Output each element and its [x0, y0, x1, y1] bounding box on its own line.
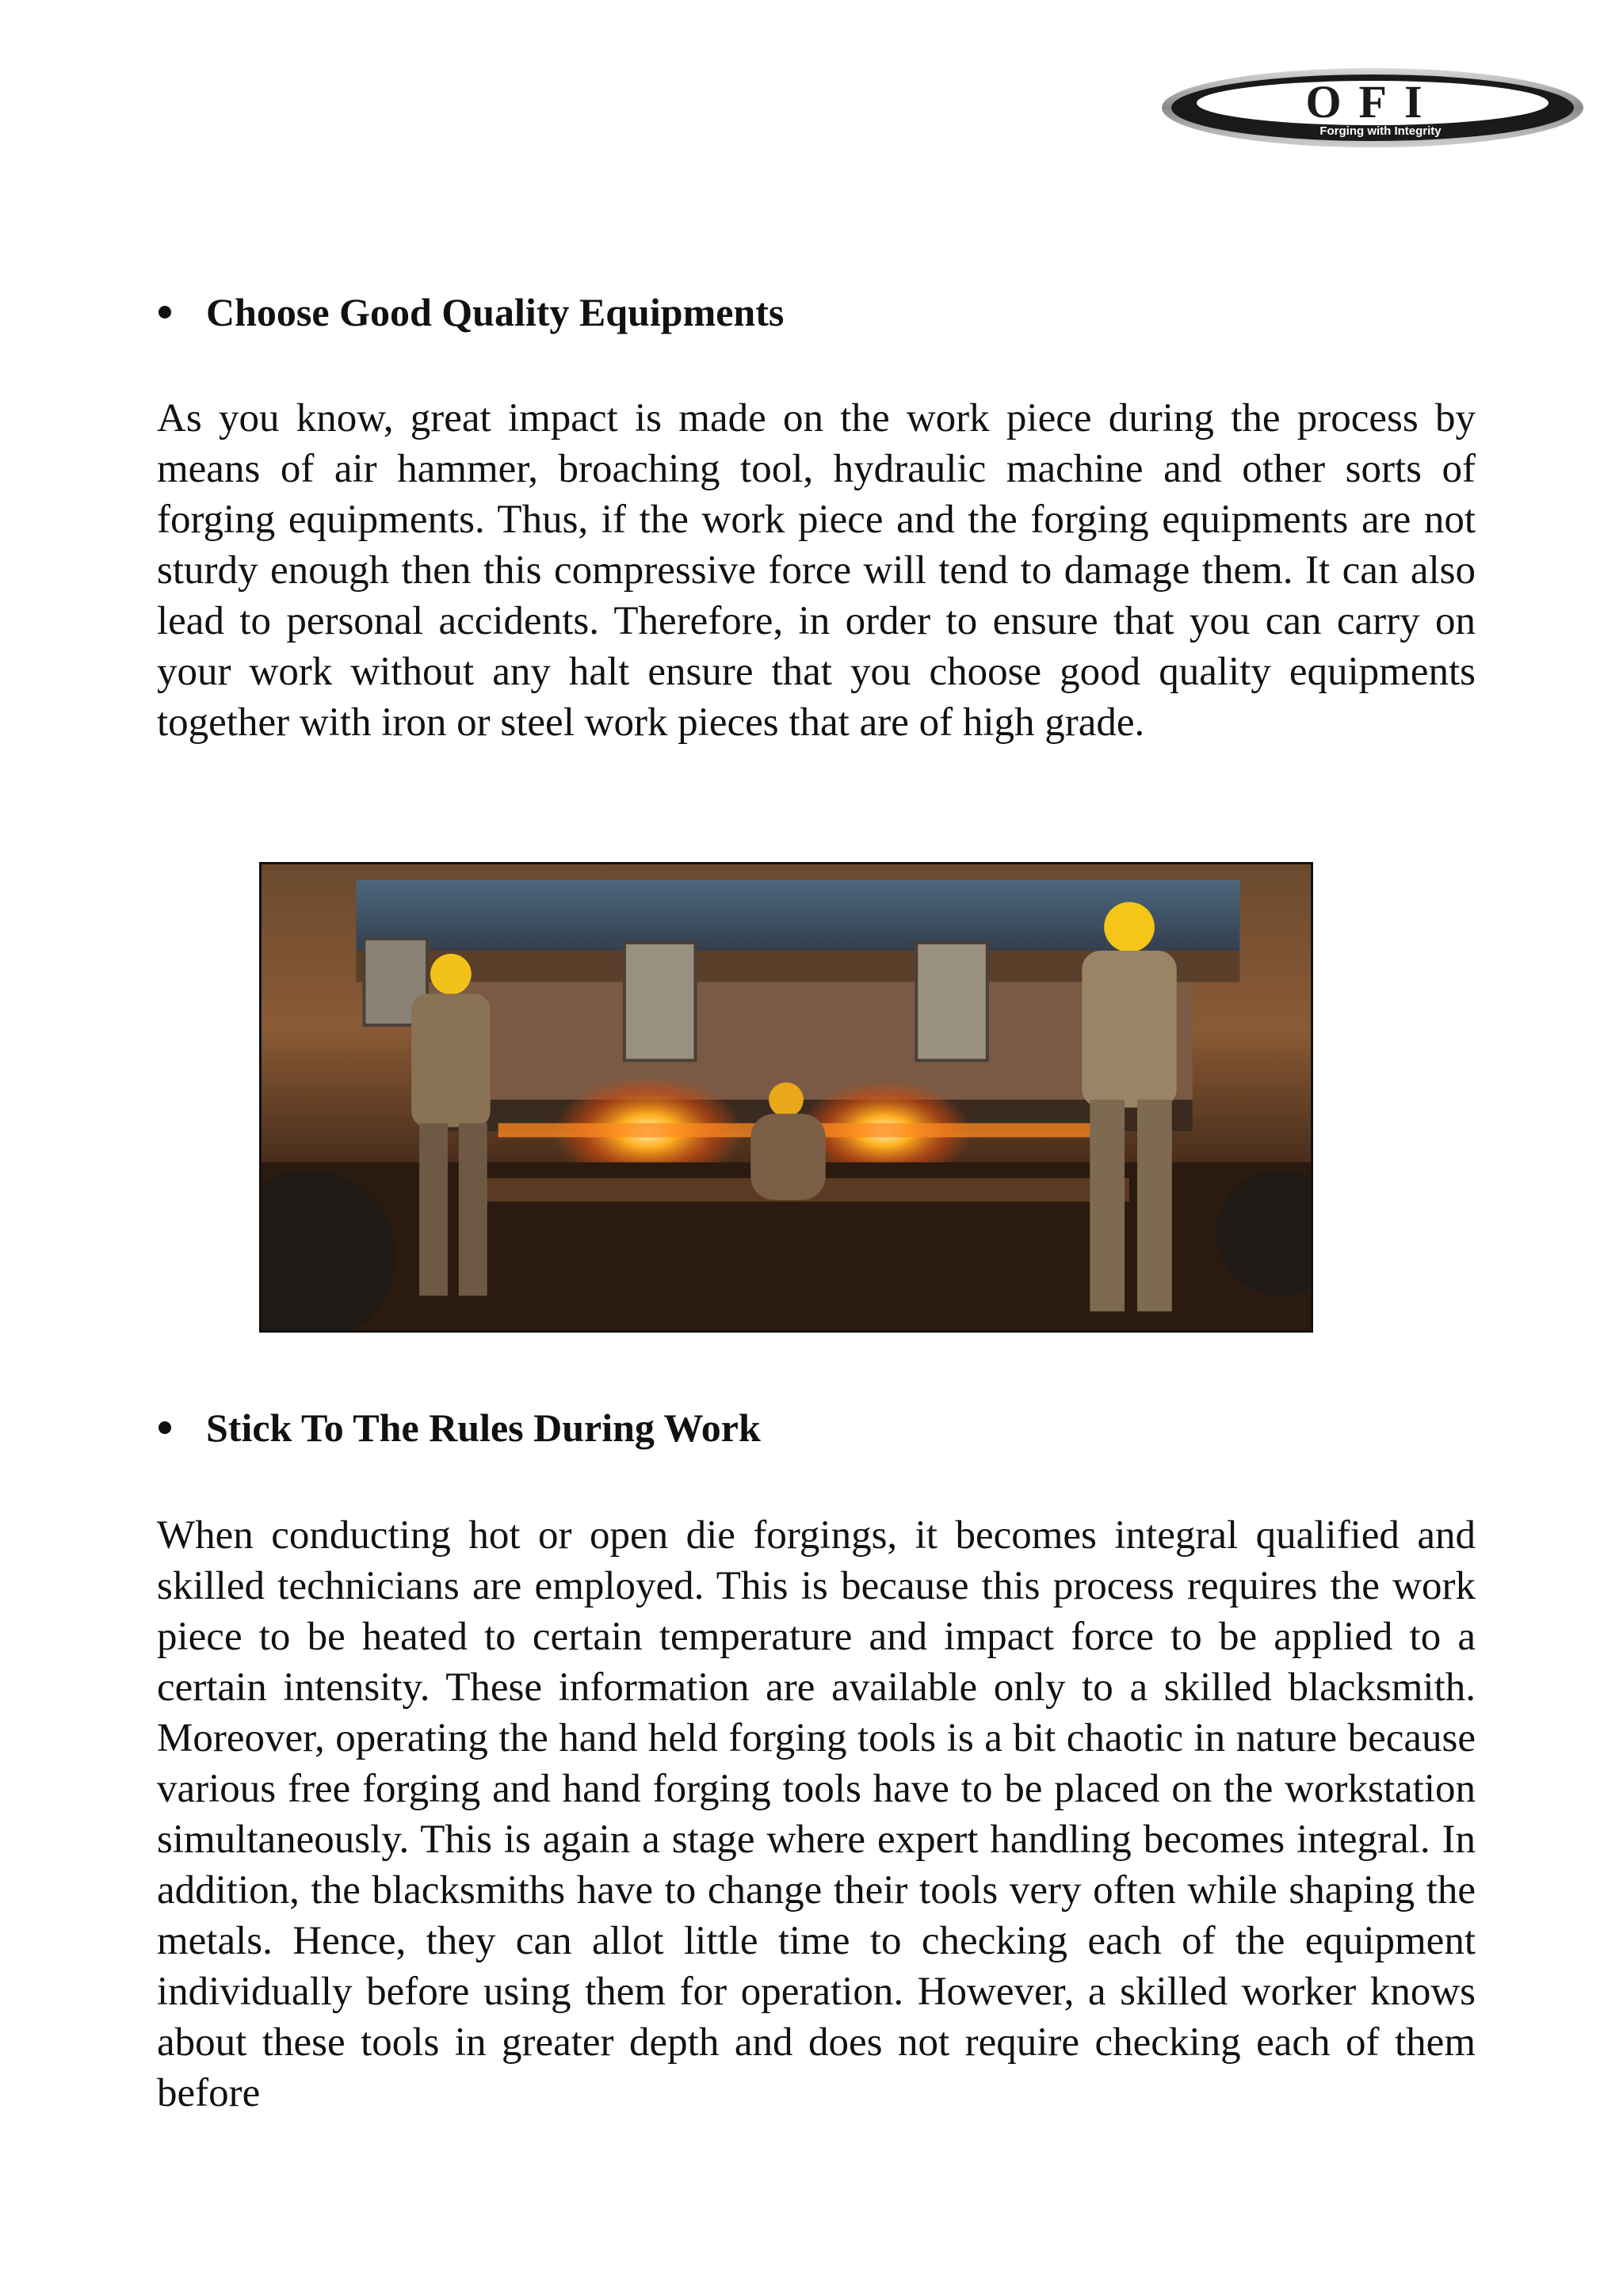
logo-tagline: Forging with Integrity — [1319, 124, 1442, 138]
section-paragraph-rules: When conducting hot or open die forgings, it becomes integral qualified and skilled technicians are employed. This is because this process requires the work piece to be heated to certain temperature and impact force to be applied to a certain intensity. These information are available only to a skilled blacksmith. Moreover, operating the hand held forging tools is a bit chaotic in nature because various free forging and hand forging tools have to be placed on the workstation simultaneously. This is again a stage where expert handling becomes integral. In addition, the blacksmiths have to change their tools very often while shaping the metals. Hence, they can allot little time to checking each of the equipment individually before using them for operation. However, a skilled worker knows about these tools in greater depth and does not require checking each of them before — [157, 1513, 1476, 2115]
logo-wordmark: OFI — [1305, 76, 1440, 128]
forging-workers-photo — [259, 862, 1313, 1333]
section-heading-rules — [206, 1404, 761, 1451]
bullet-icon — [158, 1421, 171, 1434]
ofi-logo — [1159, 65, 1587, 151]
section-paragraph-equipments: As you know, great impact is made on the work piece during the process by means of air hammer, broaching tool, hydraulic machine and other sorts of forging equipments. Thus, if the work piece and the forging equipments are not sturdy enough then this compressive force will tend to damage them. It can also lead to personal accidents. Therefore, in order to ensure that you can carry on your work without any halt ensure that you choose good quality equipments together with iron or steel work pieces that are of high grade. — [157, 396, 1476, 745]
section-heading-text: Choose Good Quality Equipments — [206, 290, 785, 334]
bullet-icon — [158, 306, 171, 318]
section-heading-equipments — [206, 288, 784, 336]
section-heading-text: Stick To The Rules During Work — [206, 1405, 761, 1450]
